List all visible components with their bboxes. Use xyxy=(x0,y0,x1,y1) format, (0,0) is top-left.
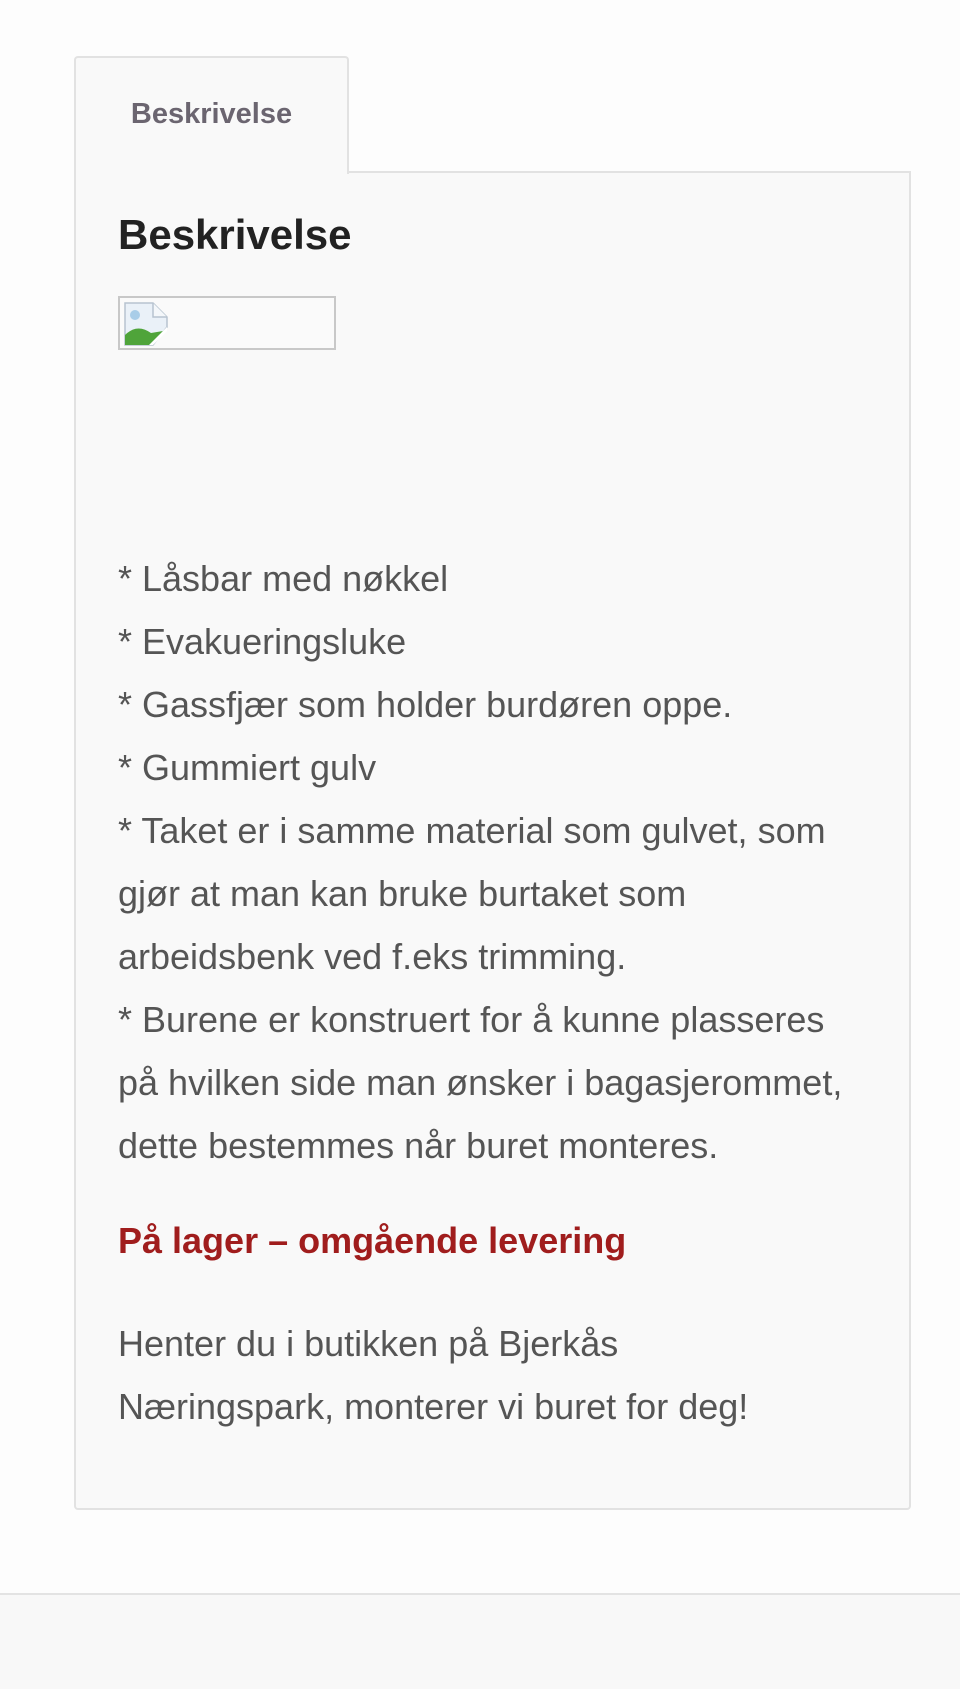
feature-item: * Låsbar med nøkkel xyxy=(118,558,449,599)
feature-item: * Evakueringsluke xyxy=(118,621,407,662)
page-footer xyxy=(0,1595,960,1689)
tab-panel-description xyxy=(74,171,911,1510)
feature-list xyxy=(118,547,868,1177)
feature-item: * Burene er konstruert for å kunne plasseres på hvilken side man ønsker i bagasjerommet, dette bestemmes når buret monteres. xyxy=(118,999,843,1166)
feature-item: * Gassfjær som holder burdøren oppe. xyxy=(118,684,733,725)
feature-item: * Taket er i samme material som gulvet, som gjør at man kan bruke burtaket som arbeidsbenk ved f.eks trimming. xyxy=(118,810,826,977)
broken-image-icon xyxy=(123,301,169,347)
product-image xyxy=(118,296,336,350)
stock-status: På lager – omgående levering xyxy=(118,1220,627,1261)
pickup-note: Henter du i butikken på Bjerkås Næringspark, monterer vi buret for deg! xyxy=(118,1323,749,1427)
description-heading: Beskrivelse xyxy=(118,211,352,258)
feature-item: * Gummiert gulv xyxy=(118,747,377,788)
product-tabs xyxy=(74,56,349,174)
tab-description[interactable]: Beskrivelse xyxy=(74,56,349,174)
